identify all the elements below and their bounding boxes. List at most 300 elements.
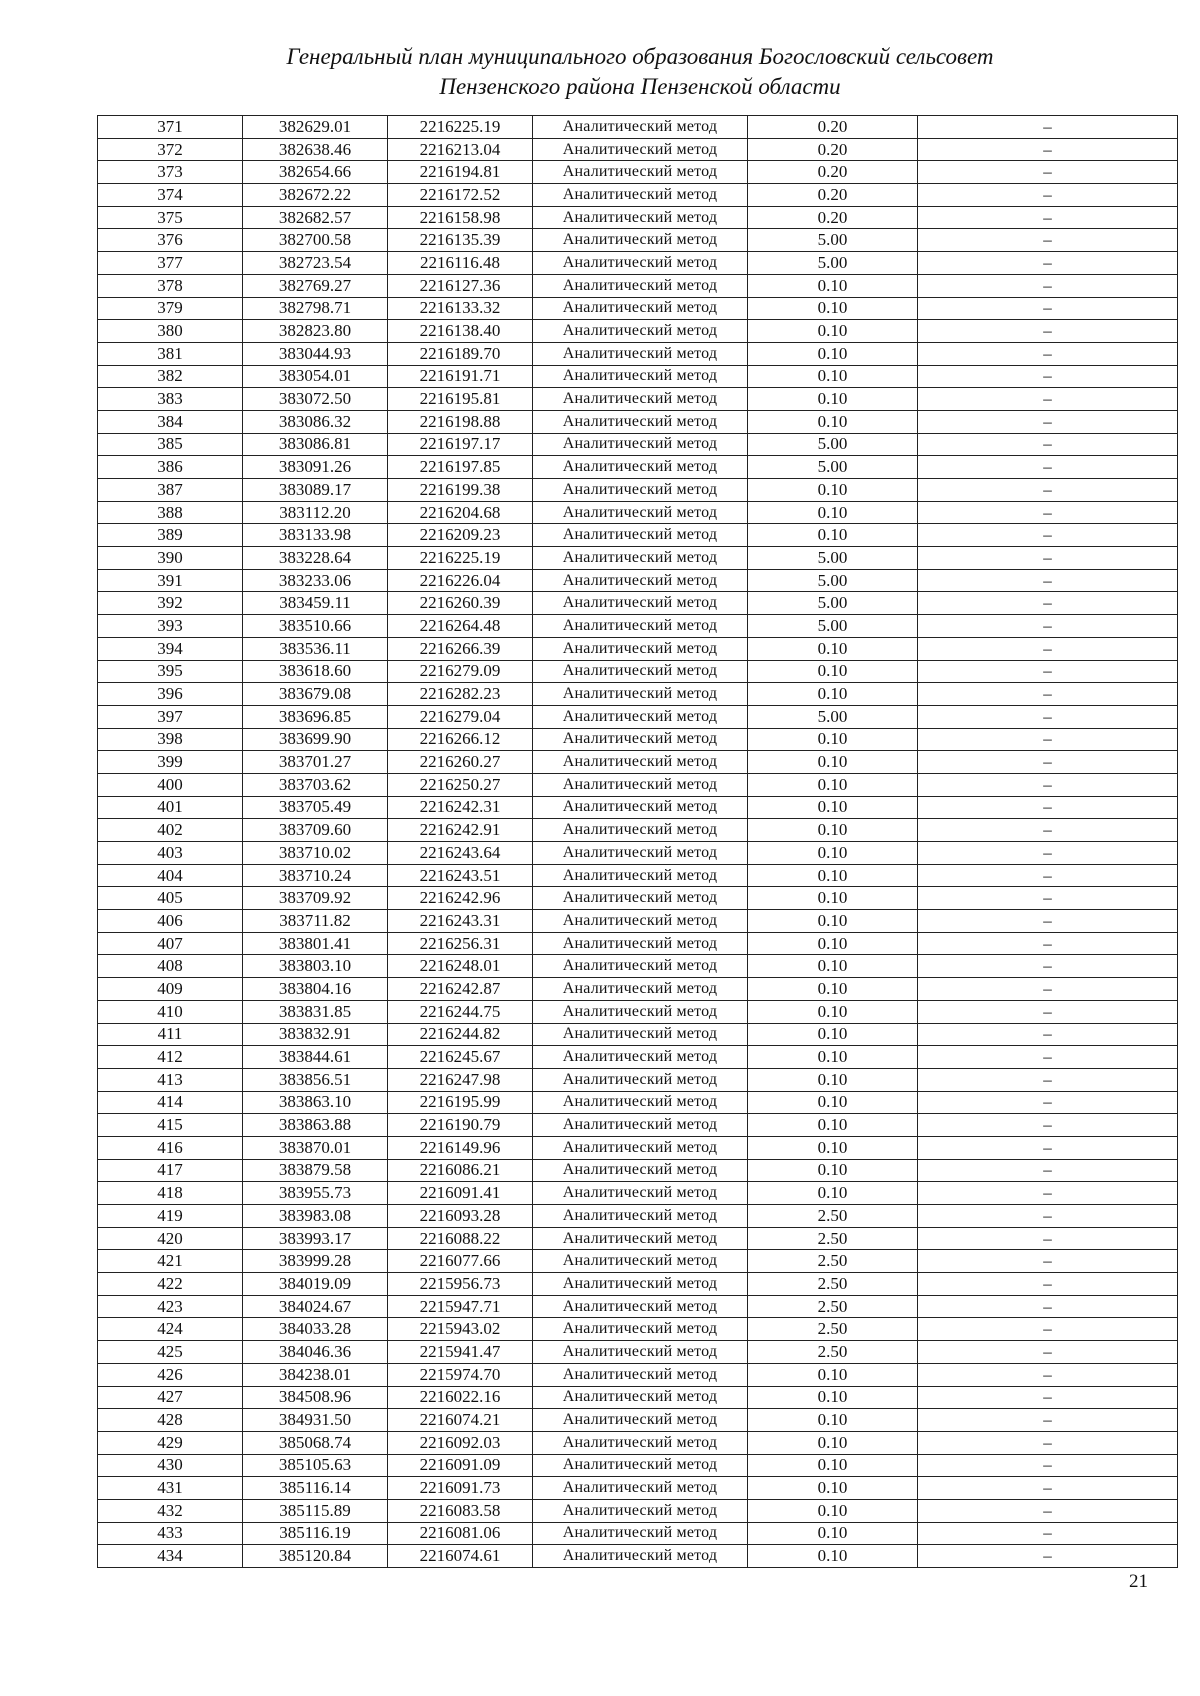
accuracy-cell: 5.00 <box>748 547 918 570</box>
point-number-cell: 409 <box>98 978 243 1001</box>
y-coordinate-cell: 2216077.66 <box>388 1250 533 1273</box>
note-cell: – <box>918 1159 1178 1182</box>
accuracy-cell: 0.10 <box>748 819 918 842</box>
table-row <box>98 342 1178 365</box>
accuracy-cell: 0.10 <box>748 932 918 955</box>
point-number-cell: 432 <box>98 1499 243 1522</box>
point-number-cell: 378 <box>98 274 243 297</box>
accuracy-cell: 0.10 <box>748 1454 918 1477</box>
y-coordinate-cell: 2216242.87 <box>388 978 533 1001</box>
method-cell: Аналитический метод <box>533 1341 748 1364</box>
note-cell: – <box>918 1205 1178 1228</box>
table-row <box>98 842 1178 865</box>
method-cell: Аналитический метод <box>533 1545 748 1568</box>
table-row <box>98 501 1178 524</box>
y-coordinate-cell: 2216260.27 <box>388 751 533 774</box>
note-cell: – <box>918 615 1178 638</box>
note-cell: – <box>918 1000 1178 1023</box>
note-cell: – <box>918 978 1178 1001</box>
accuracy-cell: 0.10 <box>748 1091 918 1114</box>
y-coordinate-cell: 2216266.12 <box>388 728 533 751</box>
point-number-cell: 373 <box>98 161 243 184</box>
note-cell: – <box>918 1545 1178 1568</box>
x-coordinate-cell: 384033.28 <box>243 1318 388 1341</box>
note-cell: – <box>918 796 1178 819</box>
method-cell: Аналитический метод <box>533 978 748 1001</box>
table-row <box>98 1318 1178 1341</box>
note-cell: – <box>918 1182 1178 1205</box>
point-number-cell: 412 <box>98 1046 243 1069</box>
table-row <box>98 524 1178 547</box>
accuracy-cell: 0.20 <box>748 138 918 161</box>
table-row <box>98 1386 1178 1409</box>
accuracy-cell: 5.00 <box>748 229 918 252</box>
accuracy-cell: 0.10 <box>748 501 918 524</box>
x-coordinate-cell: 383091.26 <box>243 456 388 479</box>
table-row <box>98 184 1178 207</box>
accuracy-cell: 0.20 <box>748 206 918 229</box>
y-coordinate-cell: 2216242.31 <box>388 796 533 819</box>
y-coordinate-cell: 2216172.52 <box>388 184 533 207</box>
point-number-cell: 423 <box>98 1295 243 1318</box>
note-cell: – <box>918 955 1178 978</box>
point-number-cell: 411 <box>98 1023 243 1046</box>
table-row <box>98 1000 1178 1023</box>
point-number-cell: 408 <box>98 955 243 978</box>
accuracy-cell: 0.10 <box>748 1431 918 1454</box>
method-cell: Аналитический метод <box>533 615 748 638</box>
table-row <box>98 615 1178 638</box>
document-title-line-2: Пензенского района Пензенской области <box>439 74 841 99</box>
y-coordinate-cell: 2216204.68 <box>388 501 533 524</box>
table-row <box>98 978 1178 1001</box>
x-coordinate-cell: 383536.11 <box>243 637 388 660</box>
table-row <box>98 1159 1178 1182</box>
method-cell: Аналитический метод <box>533 1250 748 1273</box>
accuracy-cell: 0.10 <box>748 1136 918 1159</box>
point-number-cell: 381 <box>98 342 243 365</box>
y-coordinate-cell: 2216213.04 <box>388 138 533 161</box>
method-cell: Аналитический метод <box>533 660 748 683</box>
x-coordinate-cell: 383233.06 <box>243 569 388 592</box>
table-row <box>98 138 1178 161</box>
accuracy-cell: 0.10 <box>748 342 918 365</box>
x-coordinate-cell: 382629.01 <box>243 116 388 139</box>
y-coordinate-cell: 2216226.04 <box>388 569 533 592</box>
point-number-cell: 429 <box>98 1431 243 1454</box>
x-coordinate-cell: 383993.17 <box>243 1227 388 1250</box>
table-row <box>98 1522 1178 1545</box>
method-cell: Аналитический метод <box>533 456 748 479</box>
note-cell: – <box>918 1114 1178 1137</box>
table-row <box>98 1114 1178 1137</box>
y-coordinate-cell: 2216266.39 <box>388 637 533 660</box>
y-coordinate-cell: 2216279.09 <box>388 660 533 683</box>
method-cell: Аналитический метод <box>533 1454 748 1477</box>
note-cell: – <box>918 1318 1178 1341</box>
document-title-line-1: Генеральный план муниципального образования Богословский сельсовет <box>286 44 994 69</box>
point-number-cell: 389 <box>98 524 243 547</box>
table-row <box>98 1431 1178 1454</box>
table-row <box>98 206 1178 229</box>
x-coordinate-cell: 384238.01 <box>243 1363 388 1386</box>
table-row <box>98 637 1178 660</box>
accuracy-cell: 2.50 <box>748 1205 918 1228</box>
method-cell: Аналитический метод <box>533 547 748 570</box>
accuracy-cell: 0.10 <box>748 1023 918 1046</box>
y-coordinate-cell: 2215941.47 <box>388 1341 533 1364</box>
table-row <box>98 1023 1178 1046</box>
accuracy-cell: 0.10 <box>748 864 918 887</box>
point-number-cell: 433 <box>98 1522 243 1545</box>
note-cell: – <box>918 819 1178 842</box>
y-coordinate-cell: 2216194.81 <box>388 161 533 184</box>
accuracy-cell: 0.10 <box>748 1477 918 1500</box>
y-coordinate-cell: 2216242.96 <box>388 887 533 910</box>
x-coordinate-cell: 382672.22 <box>243 184 388 207</box>
x-coordinate-cell: 383711.82 <box>243 910 388 933</box>
x-coordinate-cell: 385116.14 <box>243 1477 388 1500</box>
table-row <box>98 1545 1178 1568</box>
point-number-cell: 421 <box>98 1250 243 1273</box>
note-cell: – <box>918 297 1178 320</box>
x-coordinate-cell: 383709.60 <box>243 819 388 842</box>
method-cell: Аналитический метод <box>533 161 748 184</box>
table-row <box>98 1409 1178 1432</box>
x-coordinate-cell: 383699.90 <box>243 728 388 751</box>
accuracy-cell: 2.50 <box>748 1227 918 1250</box>
accuracy-cell: 0.10 <box>748 274 918 297</box>
note-cell: – <box>918 410 1178 433</box>
accuracy-cell: 0.10 <box>748 1068 918 1091</box>
x-coordinate-cell: 383803.10 <box>243 955 388 978</box>
accuracy-cell: 0.10 <box>748 1114 918 1137</box>
note-cell: – <box>918 842 1178 865</box>
table-row <box>98 433 1178 456</box>
point-number-cell: 407 <box>98 932 243 955</box>
x-coordinate-cell: 383701.27 <box>243 751 388 774</box>
point-number-cell: 384 <box>98 410 243 433</box>
method-cell: Аналитический метод <box>533 1046 748 1069</box>
accuracy-cell: 2.50 <box>748 1250 918 1273</box>
point-number-cell: 376 <box>98 229 243 252</box>
point-number-cell: 390 <box>98 547 243 570</box>
y-coordinate-cell: 2216244.75 <box>388 1000 533 1023</box>
accuracy-cell: 2.50 <box>748 1295 918 1318</box>
accuracy-cell: 0.10 <box>748 683 918 706</box>
x-coordinate-cell: 383801.41 <box>243 932 388 955</box>
note-cell: – <box>918 887 1178 910</box>
y-coordinate-cell: 2215947.71 <box>388 1295 533 1318</box>
y-coordinate-cell: 2216250.27 <box>388 773 533 796</box>
table-row <box>98 1182 1178 1205</box>
y-coordinate-cell: 2216195.99 <box>388 1091 533 1114</box>
x-coordinate-cell: 383679.08 <box>243 683 388 706</box>
y-coordinate-cell: 2216243.31 <box>388 910 533 933</box>
table-row <box>98 252 1178 275</box>
x-coordinate-cell: 385105.63 <box>243 1454 388 1477</box>
accuracy-cell: 0.10 <box>748 887 918 910</box>
method-cell: Аналитический метод <box>533 705 748 728</box>
point-number-cell: 393 <box>98 615 243 638</box>
accuracy-cell: 0.10 <box>748 910 918 933</box>
method-cell: Аналитический метод <box>533 1205 748 1228</box>
method-cell: Аналитический метод <box>533 728 748 751</box>
x-coordinate-cell: 383832.91 <box>243 1023 388 1046</box>
x-coordinate-cell: 385120.84 <box>243 1545 388 1568</box>
accuracy-cell: 0.20 <box>748 116 918 139</box>
method-cell: Аналитический метод <box>533 842 748 865</box>
note-cell: – <box>918 910 1178 933</box>
table-row <box>98 705 1178 728</box>
y-coordinate-cell: 2216158.98 <box>388 206 533 229</box>
table-row <box>98 365 1178 388</box>
note-cell: – <box>918 365 1178 388</box>
x-coordinate-cell: 384046.36 <box>243 1341 388 1364</box>
y-coordinate-cell: 2216149.96 <box>388 1136 533 1159</box>
x-coordinate-cell: 382654.66 <box>243 161 388 184</box>
point-number-cell: 400 <box>98 773 243 796</box>
y-coordinate-cell: 2216282.23 <box>388 683 533 706</box>
x-coordinate-cell: 383703.62 <box>243 773 388 796</box>
method-cell: Аналитический метод <box>533 1522 748 1545</box>
method-cell: Аналитический метод <box>533 1182 748 1205</box>
y-coordinate-cell: 2216245.67 <box>388 1046 533 1069</box>
note-cell: – <box>918 433 1178 456</box>
method-cell: Аналитический метод <box>533 1363 748 1386</box>
accuracy-cell: 0.10 <box>748 297 918 320</box>
accuracy-cell: 0.20 <box>748 161 918 184</box>
method-cell: Аналитический метод <box>533 1318 748 1341</box>
table-row <box>98 683 1178 706</box>
y-coordinate-cell: 2216189.70 <box>388 342 533 365</box>
method-cell: Аналитический метод <box>533 1295 748 1318</box>
note-cell: – <box>918 751 1178 774</box>
note-cell: – <box>918 1477 1178 1500</box>
page-number: 21 <box>1129 1571 1148 1592</box>
note-cell: – <box>918 728 1178 751</box>
note-cell: – <box>918 705 1178 728</box>
point-number-cell: 401 <box>98 796 243 819</box>
x-coordinate-cell: 385068.74 <box>243 1431 388 1454</box>
y-coordinate-cell: 2216022.16 <box>388 1386 533 1409</box>
y-coordinate-cell: 2216074.21 <box>388 1409 533 1432</box>
x-coordinate-cell: 383856.51 <box>243 1068 388 1091</box>
point-number-cell: 430 <box>98 1454 243 1477</box>
point-number-cell: 395 <box>98 660 243 683</box>
method-cell: Аналитический метод <box>533 910 748 933</box>
point-number-cell: 392 <box>98 592 243 615</box>
y-coordinate-cell: 2216225.19 <box>388 547 533 570</box>
y-coordinate-cell: 2215974.70 <box>388 1363 533 1386</box>
point-number-cell: 386 <box>98 456 243 479</box>
point-number-cell: 426 <box>98 1363 243 1386</box>
point-number-cell: 424 <box>98 1318 243 1341</box>
note-cell: – <box>918 161 1178 184</box>
method-cell: Аналитический метод <box>533 1273 748 1296</box>
method-cell: Аналитический метод <box>533 1227 748 1250</box>
table-row <box>98 819 1178 842</box>
table-row <box>98 751 1178 774</box>
method-cell: Аналитический метод <box>533 1409 748 1432</box>
x-coordinate-cell: 383086.32 <box>243 410 388 433</box>
accuracy-cell: 0.10 <box>748 524 918 547</box>
note-cell: – <box>918 1522 1178 1545</box>
y-coordinate-cell: 2216083.58 <box>388 1499 533 1522</box>
table-row <box>98 1295 1178 1318</box>
y-coordinate-cell: 2216264.48 <box>388 615 533 638</box>
method-cell: Аналитический метод <box>533 138 748 161</box>
note-cell: – <box>918 138 1178 161</box>
point-number-cell: 398 <box>98 728 243 751</box>
table-row <box>98 1205 1178 1228</box>
note-cell: – <box>918 501 1178 524</box>
method-cell: Аналитический метод <box>533 410 748 433</box>
method-cell: Аналитический метод <box>533 773 748 796</box>
x-coordinate-cell: 383831.85 <box>243 1000 388 1023</box>
x-coordinate-cell: 382723.54 <box>243 252 388 275</box>
method-cell: Аналитический метод <box>533 592 748 615</box>
method-cell: Аналитический метод <box>533 501 748 524</box>
method-cell: Аналитический метод <box>533 796 748 819</box>
x-coordinate-cell: 383618.60 <box>243 660 388 683</box>
x-coordinate-cell: 382769.27 <box>243 274 388 297</box>
y-coordinate-cell: 2215943.02 <box>388 1318 533 1341</box>
method-cell: Аналитический метод <box>533 1499 748 1522</box>
point-number-cell: 372 <box>98 138 243 161</box>
method-cell: Аналитический метод <box>533 274 748 297</box>
accuracy-cell: 0.10 <box>748 1522 918 1545</box>
x-coordinate-cell: 383863.88 <box>243 1114 388 1137</box>
method-cell: Аналитический метод <box>533 1114 748 1137</box>
accuracy-cell: 0.10 <box>748 1545 918 1568</box>
y-coordinate-cell: 2216197.17 <box>388 433 533 456</box>
accuracy-cell: 5.00 <box>748 433 918 456</box>
method-cell: Аналитический метод <box>533 1091 748 1114</box>
accuracy-cell: 0.10 <box>748 1046 918 1069</box>
point-number-cell: 374 <box>98 184 243 207</box>
note-cell: – <box>918 592 1178 615</box>
point-number-cell: 371 <box>98 116 243 139</box>
x-coordinate-cell: 383709.92 <box>243 887 388 910</box>
note-cell: – <box>918 1386 1178 1409</box>
table-row <box>98 320 1178 343</box>
table-row <box>98 796 1178 819</box>
x-coordinate-cell: 383705.49 <box>243 796 388 819</box>
method-cell: Аналитический метод <box>533 524 748 547</box>
x-coordinate-cell: 383955.73 <box>243 1182 388 1205</box>
y-coordinate-cell: 2216093.28 <box>388 1205 533 1228</box>
accuracy-cell: 0.10 <box>748 1182 918 1205</box>
accuracy-cell: 0.10 <box>748 773 918 796</box>
y-coordinate-cell: 2216198.88 <box>388 410 533 433</box>
x-coordinate-cell: 383710.24 <box>243 864 388 887</box>
point-number-cell: 403 <box>98 842 243 865</box>
point-number-cell: 382 <box>98 365 243 388</box>
point-number-cell: 417 <box>98 1159 243 1182</box>
point-number-cell: 425 <box>98 1341 243 1364</box>
table-row <box>98 1046 1178 1069</box>
y-coordinate-cell: 2216260.39 <box>388 592 533 615</box>
x-coordinate-cell: 384508.96 <box>243 1386 388 1409</box>
note-cell: – <box>918 1068 1178 1091</box>
note-cell: – <box>918 206 1178 229</box>
table-row <box>98 1273 1178 1296</box>
method-cell: Аналитический метод <box>533 252 748 275</box>
point-number-cell: 391 <box>98 569 243 592</box>
y-coordinate-cell: 2216225.19 <box>388 116 533 139</box>
y-coordinate-cell: 2216081.06 <box>388 1522 533 1545</box>
x-coordinate-cell: 383710.02 <box>243 842 388 865</box>
method-cell: Аналитический метод <box>533 887 748 910</box>
x-coordinate-cell: 383510.66 <box>243 615 388 638</box>
y-coordinate-cell: 2216191.71 <box>388 365 533 388</box>
note-cell: – <box>918 1499 1178 1522</box>
method-cell: Аналитический метод <box>533 1068 748 1091</box>
accuracy-cell: 0.10 <box>748 388 918 411</box>
x-coordinate-cell: 382638.46 <box>243 138 388 161</box>
accuracy-cell: 0.10 <box>748 1363 918 1386</box>
accuracy-cell: 0.10 <box>748 320 918 343</box>
table-row <box>98 479 1178 502</box>
point-number-cell: 415 <box>98 1114 243 1137</box>
table-row <box>98 388 1178 411</box>
accuracy-cell: 0.10 <box>748 751 918 774</box>
x-coordinate-cell: 384024.67 <box>243 1295 388 1318</box>
y-coordinate-cell: 2216243.64 <box>388 842 533 865</box>
note-cell: – <box>918 1341 1178 1364</box>
accuracy-cell: 5.00 <box>748 252 918 275</box>
x-coordinate-cell: 383696.85 <box>243 705 388 728</box>
x-coordinate-cell: 383879.58 <box>243 1159 388 1182</box>
table-row <box>98 1250 1178 1273</box>
table-row <box>98 456 1178 479</box>
point-number-cell: 405 <box>98 887 243 910</box>
method-cell: Аналитический метод <box>533 1386 748 1409</box>
note-cell: – <box>918 1273 1178 1296</box>
method-cell: Аналитический метод <box>533 388 748 411</box>
y-coordinate-cell: 2216190.79 <box>388 1114 533 1137</box>
accuracy-cell: 0.10 <box>748 1000 918 1023</box>
x-coordinate-cell: 383844.61 <box>243 1046 388 1069</box>
table-row <box>98 410 1178 433</box>
accuracy-cell: 0.10 <box>748 1499 918 1522</box>
accuracy-cell: 0.10 <box>748 660 918 683</box>
accuracy-cell: 5.00 <box>748 456 918 479</box>
accuracy-cell: 0.10 <box>748 365 918 388</box>
x-coordinate-cell: 383870.01 <box>243 1136 388 1159</box>
point-number-cell: 419 <box>98 1205 243 1228</box>
y-coordinate-cell: 2216127.36 <box>388 274 533 297</box>
y-coordinate-cell: 2216086.21 <box>388 1159 533 1182</box>
point-number-cell: 431 <box>98 1477 243 1500</box>
table-row <box>98 1454 1178 1477</box>
table-row <box>98 274 1178 297</box>
note-cell: – <box>918 1136 1178 1159</box>
method-cell: Аналитический метод <box>533 320 748 343</box>
accuracy-cell: 0.10 <box>748 637 918 660</box>
x-coordinate-cell: 383086.81 <box>243 433 388 456</box>
table-row <box>98 1341 1178 1364</box>
accuracy-cell: 2.50 <box>748 1341 918 1364</box>
x-coordinate-cell: 383459.11 <box>243 592 388 615</box>
method-cell: Аналитический метод <box>533 637 748 660</box>
y-coordinate-cell: 2216279.04 <box>388 705 533 728</box>
method-cell: Аналитический метод <box>533 1477 748 1500</box>
accuracy-cell: 2.50 <box>748 1273 918 1296</box>
table-row <box>98 116 1178 139</box>
x-coordinate-cell: 382700.58 <box>243 229 388 252</box>
